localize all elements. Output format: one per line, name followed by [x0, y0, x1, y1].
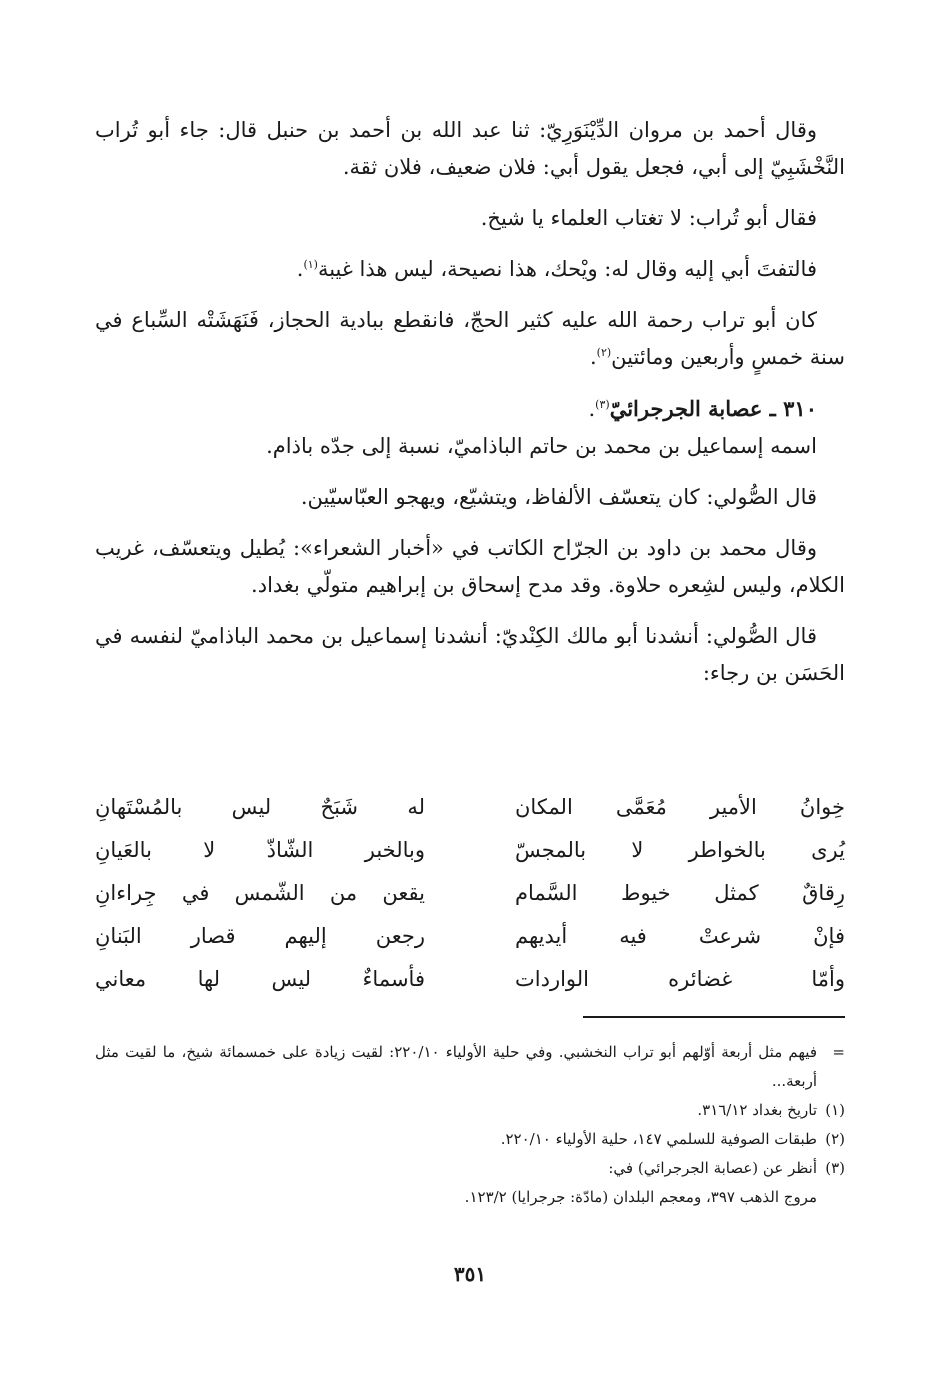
paragraph: اسمه إسماعيل بن محمد بن حاتم الباذاميّ، نسبة إلى جدّه باذام.	[266, 434, 817, 458]
paragraph	[95, 302, 845, 376]
paragraph: وقال محمد بن داود بن الجرّاح الكاتب في «أخبار الشعراء»: يُطيل ويتعسّف، غريب الكلام، وليس لشِعره حلاوة. وقد مدح إسحاق بن إبراهيم متولّي بغداد.	[95, 536, 845, 597]
footnote-mark: (٢)	[825, 1130, 845, 1148]
entry-title: ٣١٠ ـ عصابة الجرجرائيّ	[609, 396, 817, 421]
paragraph-text: كان أبو تراب رحمة الله عليه كثير الحجّ، فانقطع ببادية الحجاز، فَنَهَشَتْه السِّباع في سنة خمسٍ وأربعين ومائتين	[95, 308, 845, 369]
footnote-text: أنظر عن (عصابة الجرجرائي) في:	[608, 1159, 817, 1177]
entry-heading	[95, 390, 845, 428]
page-number: ٣٥١	[453, 1262, 487, 1286]
paragraph: فقال أبو تُراب: لا تغتاب العلماء يا شيخ.	[480, 206, 817, 230]
footnote-1	[95, 1096, 845, 1125]
footnote-text: طبقات الصوفية للسلمي ١٤٧، حلية الأولياء ٢٢٠/١٠.	[500, 1130, 817, 1148]
paragraph: قال الصُّولي: كان يتعسّف الألفاظ، ويتشيّع، ويهجو العبّاسيّين.	[300, 485, 817, 509]
main-text	[95, 112, 845, 692]
paragraph	[95, 251, 845, 288]
poem-first-hemistich: وأمّا غضائره الواردات	[515, 966, 845, 991]
footnote-text: فيهم مثل أربعة أوّلهم أبو تراب النخشبي. وفي حلية الأولياء ٢٢٠/١٠: لقيت زيادة على خمسمائة شيخ، ما لقيت مثل أربعة...	[95, 1043, 817, 1090]
footnote-mark: (١)	[825, 1101, 845, 1119]
footnote-ref: (١)	[303, 258, 318, 271]
poem-second-hemistich: له شَبَحٌ ليس بالمُسْتَهانِ	[95, 794, 425, 819]
poem-verse	[95, 871, 845, 914]
poem-first-hemistich: رِقاقٌ كمثل خيوط السَّمام	[515, 880, 845, 905]
poem-verse	[95, 914, 845, 957]
poem-second-hemistich: رجعن إليهم قصار البَنانِ	[95, 923, 425, 948]
paragraph: قال الصُّولي: أنشدنا أبو مالك الكِنْديّ: أنشدنا إسماعيل بن محمد الباذاميّ لنفسه في الحَسَن بن رجاء:	[95, 624, 845, 685]
footnote-3	[95, 1154, 845, 1183]
poem-second-hemistich: وبالخبر الشّاذّ لا بالعَيانِ	[95, 837, 425, 862]
footnote-text: تاريخ بغداد ٣١٦/١٢.	[697, 1101, 817, 1119]
footnote-mark: =	[832, 1043, 845, 1061]
footnote-continued	[95, 1038, 845, 1096]
footnote-divider	[583, 1016, 845, 1018]
paragraph: وقال أحمد بن مروان الدِّيْنَوَرِيّ: ثنا عبد الله بن أحمد بن حنبل قال: جاء أبو تُراب النَّخْشَبِيّ إلى أبي، فجعل يقول أبي: فلان ضعيف، فلان ثقة.	[95, 118, 845, 179]
paragraph-end: .	[589, 345, 597, 369]
footnote-3-continuation: مروج الذهب ٣٩٧، ومعجم البلدان (مادّة: جرجرايا) ١٢٣/٢.	[464, 1188, 817, 1206]
poem-verse	[95, 785, 845, 828]
poem	[95, 785, 845, 1000]
footnote-2	[95, 1125, 845, 1154]
poem-second-hemistich: فأسماءٌ ليس لها معاني	[95, 966, 425, 991]
poem-second-hemistich: يقعن من الشّمس في جِراءانِ	[95, 880, 425, 905]
poem-first-hemistich: فإنْ شرعتْ فيه أيديهم	[515, 923, 845, 948]
poem-verse	[95, 828, 845, 871]
paragraph-end: .	[296, 257, 304, 281]
footnotes	[95, 1038, 845, 1212]
poem-first-hemistich: خِوانُ الأمير مُعَمَّى المكان	[515, 794, 845, 819]
entry-title-end: .	[588, 397, 596, 421]
paragraph-text: فالتفتَ أبي إليه وقال له: ويْحك، هذا نصيحة، ليس هذا غيبة	[317, 257, 817, 281]
footnote-ref: (٢)	[596, 346, 612, 359]
footnote-mark: (٣)	[825, 1159, 845, 1177]
footnote-ref: (٣)	[595, 398, 610, 411]
poem-verse	[95, 957, 845, 1000]
poem-first-hemistich: يُرى بالخواطر لا بالمجسّ	[515, 837, 845, 862]
